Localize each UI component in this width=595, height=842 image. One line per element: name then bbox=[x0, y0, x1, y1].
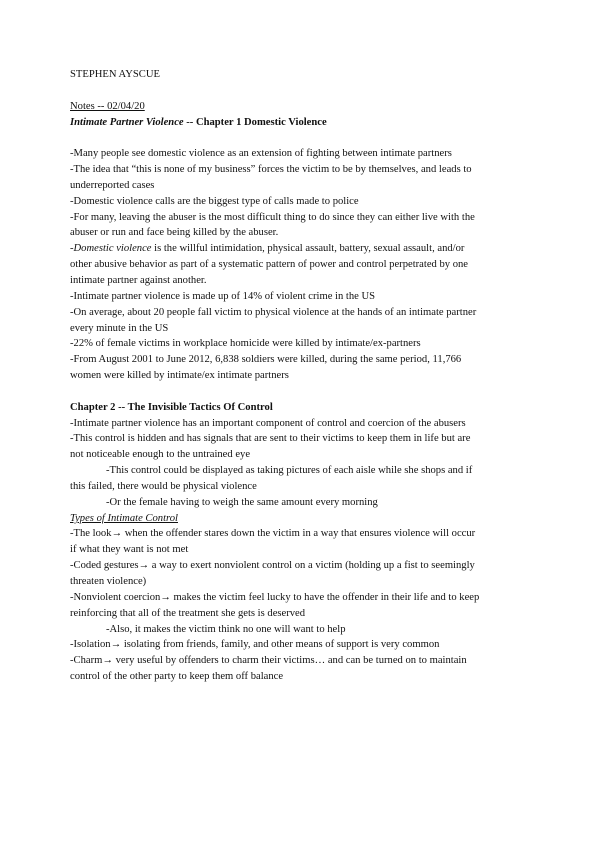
chapter1-title-rest: -- Chapter 1 Domestic Violence bbox=[183, 116, 327, 128]
chapter1-title-italic: Intimate Partner Violence bbox=[70, 116, 184, 128]
note-line: not noticeable enough to the untrained eye bbox=[70, 449, 251, 461]
note-line: -On average, about 20 people fall victim to physical violence at the hands of an intimate partner bbox=[70, 306, 477, 318]
definition-rest: is the willful intimidation, physical assault, battery, sexual assault, and/or bbox=[151, 243, 465, 255]
document-page bbox=[70, 67, 530, 685]
note-line: -Charm→ very useful by offenders to charm their victims… and can be turned on to maintain bbox=[70, 655, 467, 667]
definition-line bbox=[70, 241, 530, 257]
note-line: -Isolation→ isolating from friends, family, and other means of support is very common bbox=[70, 639, 440, 651]
author-name: STEPHEN AYSCUE bbox=[70, 69, 160, 80]
note-line: threaten violence) bbox=[70, 576, 147, 587]
note-line: every minute in the US bbox=[70, 322, 169, 334]
note-line: -From August 2001 to June 2012, 6,838 soldiers were killed, during the same period, 11,766 bbox=[70, 354, 462, 366]
spacer bbox=[70, 384, 530, 400]
spacer bbox=[70, 83, 530, 99]
note-line: -Coded gestures→ a way to exert nonviolent control on a victim (holding up a fist to seemingly bbox=[70, 560, 475, 572]
note-line: intimate partner against another. bbox=[70, 274, 207, 286]
note-line: reinforcing that all of the treatment she gets is deserved bbox=[70, 607, 306, 619]
chapter1-title bbox=[70, 115, 530, 131]
definition-term: Domestic violence bbox=[73, 243, 152, 255]
chapter2-title: Chapter 2 -- The Invisible Tactics Of Control bbox=[70, 401, 273, 413]
note-line: women were killed by intimate/ex intimate partners bbox=[70, 370, 289, 382]
note-line: control of the other party to keep them off balance bbox=[70, 671, 284, 683]
notes-date: Notes -- 02/04/20 bbox=[70, 100, 145, 112]
note-line: this failed, there would be physical violence bbox=[70, 480, 257, 492]
indented-note-line: -Or the female having to weigh the same amount every morning bbox=[106, 496, 378, 508]
note-line: -Intimate partner violence is made up of 14% of violent crime in the US bbox=[70, 290, 376, 302]
note-line: other abusive behavior as part of a systematic pattern of power and control perpetrated by one bbox=[70, 259, 469, 271]
note-line: if what they want is not met bbox=[70, 544, 189, 556]
note-line: -Intimate partner violence has an important component of control and coercion of the abusers bbox=[70, 417, 466, 429]
note-line: underreported cases bbox=[70, 179, 155, 191]
indented-note-line: -Also, it makes the victim think no one will want to help bbox=[106, 623, 346, 635]
note-line: abuser or run and face being killed by the abuser. bbox=[70, 227, 279, 239]
note-line: -Many people see domestic violence as an extension of fighting between intimate partners bbox=[70, 148, 452, 160]
note-line: -The look→ when the offender stares down the victim in a way that ensures violence will occur bbox=[70, 528, 476, 540]
note-line: -For many, leaving the abuser is the most difficult thing to do since they can either live with the bbox=[70, 211, 475, 223]
note-line: -The idea that “this is none of my business” forces the victim to be by themselves, and leads to bbox=[70, 164, 472, 176]
note-line: -This control is hidden and has signals that are sent to their victims to keep them in life but are bbox=[70, 433, 471, 445]
definition-prefix: - bbox=[70, 243, 74, 255]
indented-note-line: -This control could be displayed as taking pictures of each aisle while she shops and if bbox=[106, 465, 473, 477]
note-line: -22% of female victims in workplace homicide were killed by intimate/ex-partners bbox=[70, 338, 421, 350]
spacer bbox=[70, 130, 530, 146]
note-line: -Nonviolent coercion→ makes the victim feel lucky to have the offender in their life and to keep bbox=[70, 591, 480, 603]
types-heading: Types of Intimate Control bbox=[70, 512, 178, 524]
note-line: -Domestic violence calls are the biggest type of calls made to police bbox=[70, 195, 359, 207]
